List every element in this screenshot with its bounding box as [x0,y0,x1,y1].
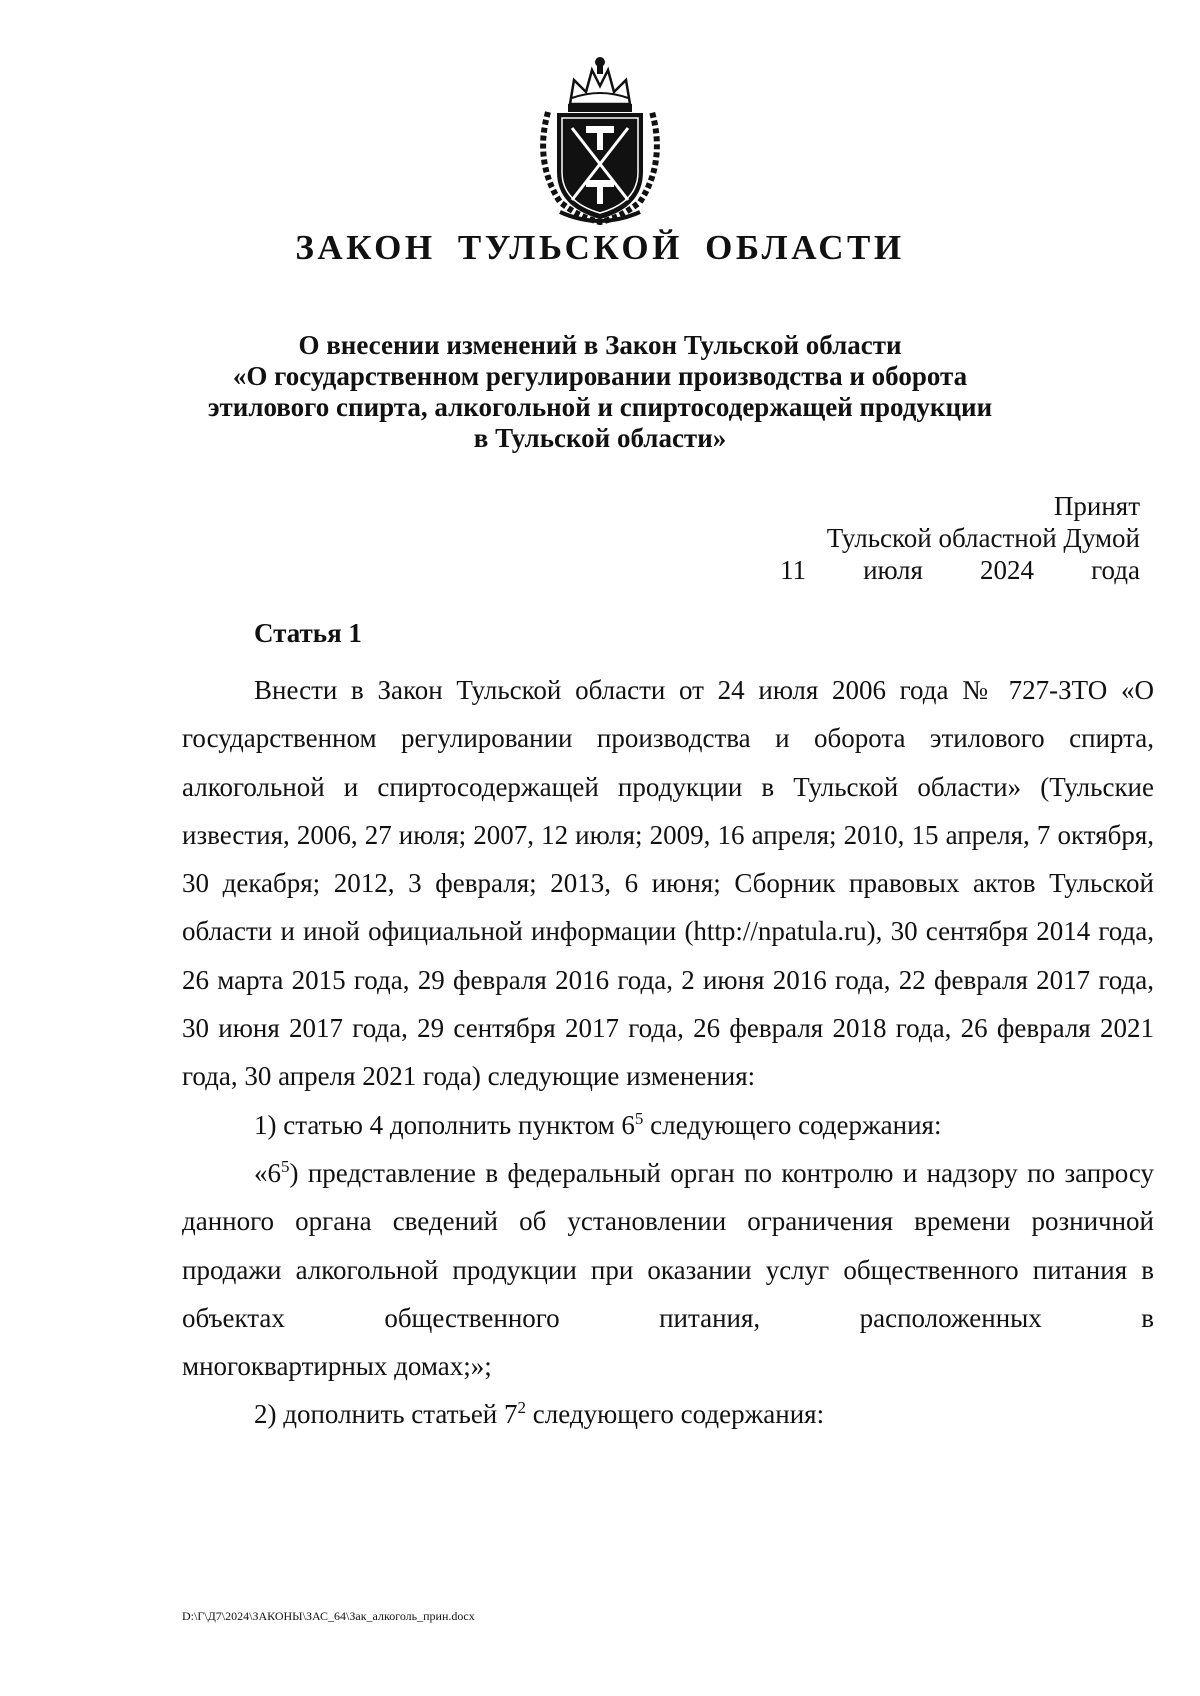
item-text: 1) статью 4 дополнить пунктом 6 [254,1109,635,1140]
article-intro: Внести в Закон Тульской области от 24 июля 2006 года № 727-ЗТО «О государственном регулировании производства и оборота этилового спирта, алкогольной и спиртосодержащей продукции в Тульской области» (Тульские известия, 2006, 27 июля; 2007, 12 июля; 2009, 16 апреля; 2010, 15 апреля, 7 октября, 30 декабря; 2012, 3 февраля; 2013, 6 июня; Сборник правовых актов Тульской области и иной официальной информации (http://npatula.ru), 30 сентября 2014 года, 26 марта 2015 года, 29 февраля 2016 года, 2 июня 2016 года, 22 февраля 2017 года, 30 июня 2017 года, 29 сентября 2017 года, 26 февраля 2018 года, 26 февраля 2021 года, 30 апреля 2021 года) следующие изменения: [182,675,1154,1092]
item-text: 2) дополнить статьей 7 [254,1399,518,1430]
adopted-label: Принят [1053,491,1140,521]
adoption-block [780,490,1140,586]
adoption-year-suffix: года [1091,555,1140,585]
quote-text: ) представление в федеральный орган по контролю и надзору по запросу данного органа сведений об установлении ограничения времени розничной продажи алкогольной продукции при оказании услуг общественного питания в объектах общественного питания, расположенных в [182,1157,1154,1333]
amendment-item-1 [182,1101,1154,1149]
amendment-quote [182,1149,1154,1342]
adopted-by: Тульской областной Думой [826,523,1140,553]
amendment-quote-end: многоквартирных домах;»; [182,1351,492,1382]
item-superscript: 2 [517,1398,527,1418]
item-superscript: 5 [634,1108,644,1128]
quote-text: «6 [254,1157,281,1188]
quote-superscript: 5 [281,1156,290,1176]
file-path-footer: D:\Г\Д7\2024\ЗАКОНЫ\ЗАС_64\Зак_алкоголь_прин.docx [182,1609,475,1623]
law-subject [160,330,1040,454]
subject-line: О внесении изменений в Закон Тульской области [298,330,902,360]
amendment-item-2 [182,1390,1154,1438]
item-text: следующего содержания: [643,1109,942,1140]
article-body [182,666,1154,1439]
article-heading: Статья 1 [254,618,362,648]
law-title: ЗАКОН ТУЛЬСКОЙ ОБЛАСТИ [295,228,905,267]
subject-line: этилового спирта, алкогольной и спиртосодержащей продукции [207,392,993,422]
subject-line: «О государственном регулировании производства и оборота [232,361,968,391]
adoption-day: 11 [780,555,806,585]
item-text: следующего содержания: [526,1399,825,1430]
adoption-year: 2024 [980,555,1035,585]
subject-line: в Тульской области» [473,423,727,453]
adoption-month: июля [863,555,923,585]
tula-coat-of-arms-icon [530,52,670,230]
adoption-date [780,554,1140,586]
